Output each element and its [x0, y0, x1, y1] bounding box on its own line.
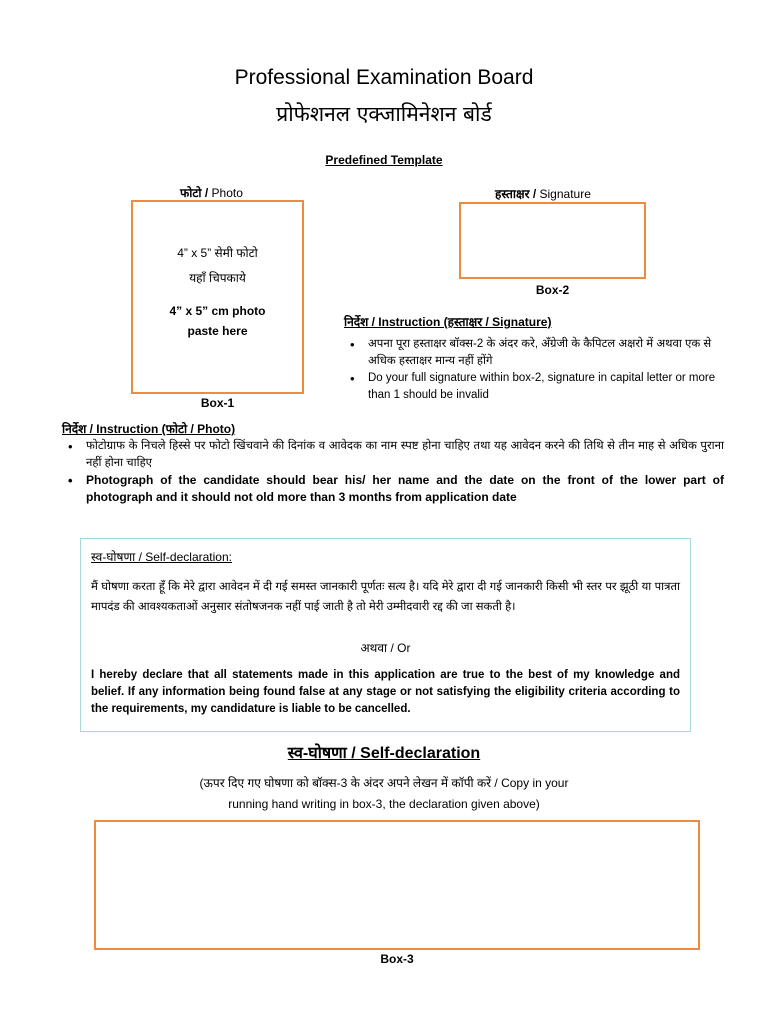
list-item: • अपना पूरा हस्ताक्षर बॉक्स-2 के अंदर करे, अँग्रेजी के कैपिटल अक्षरो में अथवा एक से अधिक हस्ताक्षर मान्य नहीं होंगे [344, 336, 734, 370]
declaration-heading: स्व-घोषणा / Self-declaration: [91, 550, 232, 564]
signature-label-hindi: हस्ताक्षर / [495, 187, 537, 201]
self-declaration-subtitle-2: running hand writing in box-3, the declaration given above) [228, 797, 540, 811]
photo-label [180, 184, 243, 201]
photo-box[interactable] [131, 200, 304, 394]
photo-instruction-heading: निर्देश / Instruction (फोटो / Photo) [62, 422, 236, 436]
box-1-label: Box-1 [200, 396, 235, 410]
photo-size-hindi: 4” x 5” सेमी फोटो [177, 246, 258, 260]
declaration-or: अथवा / Or [360, 641, 411, 655]
list-item: • फोटोग्राफ के निचले हिस्से पर फोटो खिंचवाने की दिनांक व आवेदक का नाम स्पष्ट होना चाहिए तथा यह आवेदन करने की तिथि से तीन माह से अधिक पुराना नहीं होना चाहिए [62, 438, 724, 472]
photo-instruction-list [62, 438, 724, 506]
list-item: • Photograph of the candidate should bear his/ her name and the date on the front of the lower part of photograph and it should not old more than 3 months from application date [62, 472, 724, 506]
box-3-label: Box-3 [380, 952, 414, 966]
declaration-text-hindi: मैं घोषणा करता हूँ कि मेरे द्वारा आवेदन में दी गई समस्त जानकारी पूर्णतः सत्य है। यदि मेरे द्वारा दी गई जानकारी किसी भी स्तर पर झूठी या पात्रता मापदंड की आवश्यकताओं अनुसार संतोषजनक नहीं पाई जाती है तो मेरी उम्मीदवारी रद्द की जा सकती है। [91, 581, 680, 613]
self-declaration-heading [0, 741, 768, 763]
declaration-box [80, 538, 691, 732]
box-2-label: Box-2 [535, 283, 570, 297]
handwriting-box[interactable] [94, 820, 700, 950]
photo-paste-english: paste here [187, 324, 248, 338]
page-title-hindi: प्रोफेशनल एक्जामिनेशन बोर्ड [276, 102, 492, 126]
photo-label-english: Photo [208, 186, 243, 200]
photo-label-hindi: फोटो / [180, 186, 209, 200]
photo-size-english: 4” x 5” cm photo [169, 304, 266, 318]
template-label: Predefined Template [325, 153, 443, 167]
declaration-text-english: I hereby declare that all statements made in this application are true to the best of my knowledge and belief. If any information being found false at any stage or not satisfying the eligibility criteria according to the requirements, my candidature is liable to be cancelled. [91, 669, 680, 715]
signature-instruction-heading: निर्देश / Instruction (हस्ताक्षर / Signature) [344, 315, 552, 329]
list-item: • Do your full signature within box-2, signature in capital letter or more than 1 should be invalid [344, 370, 734, 404]
photo-paste-hindi: यहाँ चिपकाये [189, 271, 246, 285]
page-title: Professional Examination Board [234, 66, 534, 89]
signature-label [495, 185, 591, 202]
signature-instruction-list [344, 336, 734, 404]
self-declaration-heading-hindi: स्व-घोषणा [287, 745, 347, 762]
signature-label-english: Signature [536, 187, 591, 201]
self-declaration-heading-english: / Self-declaration [346, 745, 481, 762]
self-declaration-subtitle-1: (ऊपर दिए गए घोषणा को बॉक्स-3 के अंदर अपने लेखन में कॉपी करें / Copy in your [199, 776, 569, 790]
signature-box[interactable] [459, 202, 646, 279]
